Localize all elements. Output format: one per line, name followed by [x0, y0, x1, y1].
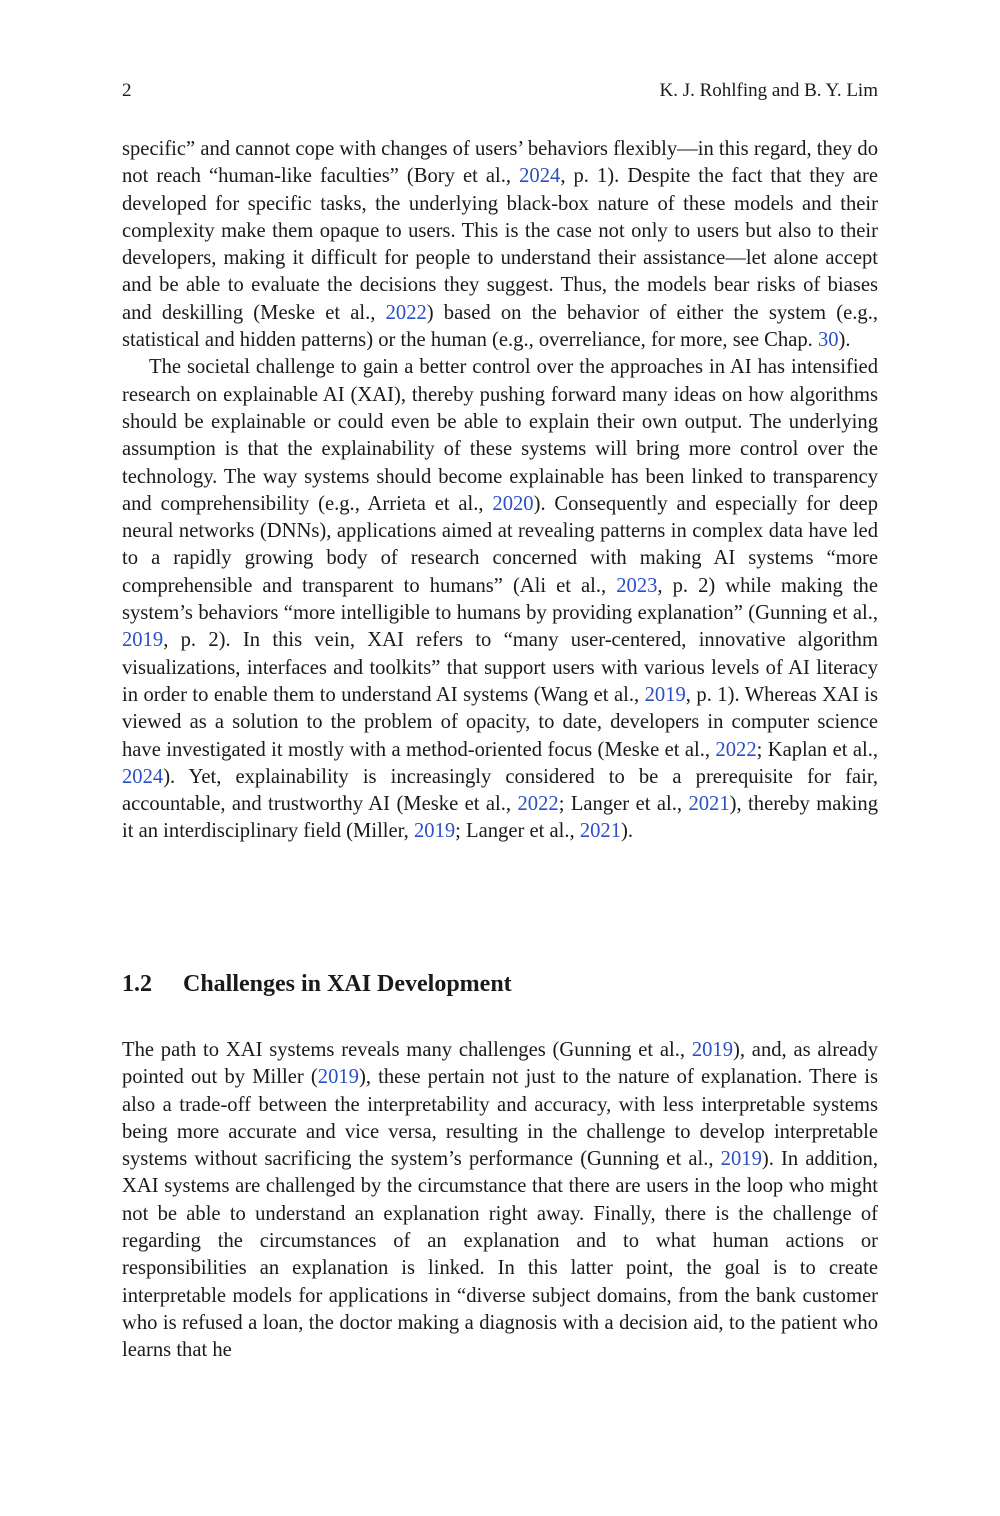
text-run: , p. 2). In this vein, XAI refers to “many user-centered, innovative algorithm visualizations, interfaces and toolkits” that support users with various levels of AI literacy in order to enable them to understand AI systems (Wang et al., — [122, 629, 878, 706]
citation-link[interactable]: 2019 — [644, 683, 686, 706]
text-run: ). Consequently and especially for deep neural networks (DNNs), applications aimed at revealing patterns in complex data have led to a rapidly growing body of research concerned with making AI systems “more comprehensible and transparent to humans” (Ali et al., — [122, 492, 878, 597]
text-run: ) based on the behavior of either the system (e.g., statistical and hidden patterns) or the human (e.g., overreliance, for more, see Chap. — [122, 301, 878, 352]
citation-link[interactable]: 2024 — [519, 165, 561, 188]
text-run: ), and, as already pointed out by Miller ( — [122, 1039, 878, 1089]
text-run: , p. 1). Whereas XAI is viewed as a solution to the problem of opacity, to date, developers in computer science have investigated it mostly with a method-oriented focus (Meske et al., — [122, 683, 878, 761]
text-run: , p. 2) while making the system’s behaviors “more intelligible to humans by providing explanation” (Gunning et al., — [122, 574, 878, 625]
text-run: , p. 1). Despite the fact that they are developed for specific tasks, the underlying black-box nature of these models and their complexity make them opaque to users. This is the case not only to users but also to their developers, making it difficult for people to understand their assistance—let alone accept and be able to evaluate the decisions they suggest. Thus, the models bear risks of biases and deskilling (Meske et al., — [122, 165, 878, 324]
text-run: ), thereby making it an interdisciplinary field (Miller, — [122, 793, 878, 843]
citation-link[interactable]: 2020 — [492, 492, 534, 515]
citation-link[interactable]: 2019 — [691, 1039, 734, 1061]
section-heading — [122, 968, 512, 1000]
section-title: Challenges in XAI Development — [183, 971, 512, 997]
text-run: ; Langer et al., — [455, 820, 580, 843]
citation-link[interactable]: 30 — [817, 329, 839, 352]
text-run: ). — [621, 820, 634, 843]
running-head: K. J. Rohlfing and B. Y. Lim — [659, 80, 878, 101]
body-text-lower — [122, 1037, 878, 1365]
text-run: ). In addition, XAI systems are challenged by the circumstance that there are users in the loop who might not be able to understand an explanation right away. Finally, there is the challenge of regarding the circumstances of an explanation and to what human actions or responsibilities an explanation is linked. In this latter point, the goal is to create interpretable models for applications in “diverse subject domains, from the bank customer who is refused a loan, the doctor making a diagnosis with a decision aid, to the patient who learns that he — [122, 1148, 878, 1362]
citation-link[interactable]: 2024 — [122, 765, 164, 788]
citation-link[interactable]: 2019 — [122, 629, 164, 652]
citation-link[interactable]: 2019 — [317, 1066, 359, 1089]
paragraph — [122, 136, 878, 354]
text-run: ). Yet, explainability is increasingly considered to be a prerequisite for fair, accountable, and trustworthy AI (Meske et al., — [122, 765, 878, 816]
section-number: 1.2 — [122, 971, 152, 997]
citation-link[interactable]: 2023 — [616, 574, 658, 597]
text-run: ). — [838, 329, 851, 352]
paragraph — [122, 354, 878, 845]
body-text-upper — [122, 136, 878, 846]
citation-link[interactable]: 2021 — [688, 793, 730, 816]
text-run: ; Langer et al., — [558, 793, 689, 816]
text-run: specific” and cannot cope with changes of users’ behaviors flexibly—in this regard, they do not reach “human-like faculties” (Bory et al., — [122, 138, 878, 188]
citation-link[interactable]: 2022 — [715, 738, 757, 761]
citation-link[interactable]: 2021 — [579, 820, 622, 843]
text-run: ; Kaplan et al., — [756, 738, 878, 761]
citation-link[interactable]: 2019 — [720, 1148, 762, 1171]
citation-link[interactable]: 2019 — [413, 820, 456, 843]
page-number: 2 — [122, 80, 132, 101]
text-run: The path to XAI systems reveals many challenges (Gunning et al., — [122, 1039, 692, 1061]
paragraph — [122, 1037, 878, 1365]
text-run: The societal challenge to gain a better control over the approaches in AI has intensified research on explainable AI (XAI), thereby pushing forward many ideas on how algorithms should be explainable or could even be able to explain their own output. The underlying assumption is that the explainability of these systems will bring more control over the technology. The way systems should become explainable has been linked to transparency and comprehensibility (e.g., Arrieta et al., — [122, 356, 878, 515]
text-run: ), these pertain not just to the nature of explanation. There is also a trade-off between the interpretability and accuracy, with less interpretable systems being more accurate and vice versa, resulting in the challenge to develop interpretable systems without sacrificing the system’s performance (Gunning et al., — [122, 1066, 878, 1171]
citation-link[interactable]: 2022 — [517, 793, 559, 816]
citation-link[interactable]: 2022 — [385, 301, 427, 324]
